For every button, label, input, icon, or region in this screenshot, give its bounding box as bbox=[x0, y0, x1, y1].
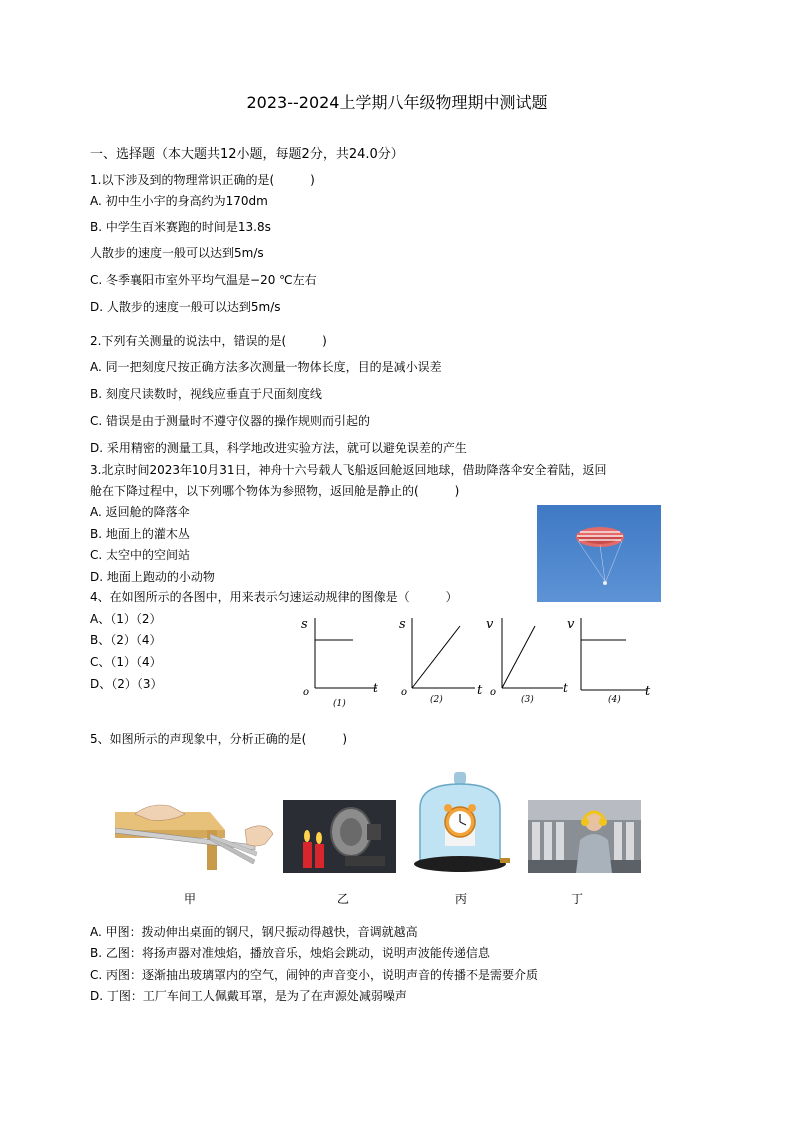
q5-option-d: D. 丁图：工厂车间工人佩戴耳罩，是为了在声源处减弱噪声 bbox=[90, 989, 407, 1003]
q1-stem: 1.以下涉及到的物理常识正确的是( ) bbox=[90, 173, 315, 187]
figure-label-yi: 乙 bbox=[337, 892, 350, 906]
q4-option-a: A、（1）（2） bbox=[90, 612, 162, 626]
page-title: 2023--2024上学期八年级物理期中测试题 bbox=[246, 93, 548, 112]
graph-2-origin: o bbox=[401, 687, 408, 698]
factory-worker-image bbox=[528, 800, 641, 873]
graph-3 bbox=[486, 617, 568, 705]
q5-option-a: A. 甲图：拨动伸出桌面的钢尺，钢尺振动得越快，音调就越高 bbox=[90, 925, 418, 939]
ruler-image bbox=[115, 800, 275, 870]
speaker-candle-image bbox=[283, 800, 396, 873]
q1-extra-line: 人散步的速度一般可以达到5m/s bbox=[90, 246, 264, 260]
graph-3-caption: (3) bbox=[521, 695, 534, 705]
q1-option-a: A. 初中生小宇的身高约为170dm bbox=[90, 194, 268, 208]
graph-3-origin: o bbox=[490, 687, 497, 698]
q1-option-b: B. 中学生百米赛跑的时间是13.8s bbox=[90, 220, 271, 234]
graph-1-origin: o bbox=[303, 687, 310, 698]
graph-1 bbox=[301, 617, 378, 709]
figure-label-jia: 甲 bbox=[184, 892, 197, 906]
q2-option-d: D. 采用精密的测量工具，科学地改进实验方法，就可以避免误差的产生 bbox=[90, 441, 467, 455]
q2-option-a: A. 同一把刻度尺按正确方法多次测量一物体长度，目的是减小误差 bbox=[90, 360, 442, 374]
graph-3-xlabel: t bbox=[563, 681, 568, 695]
q2-stem: 2.下列有关测量的说法中，错误的是( ) bbox=[90, 334, 327, 348]
q1-option-c: C. 冬季襄阳市室外平均气温是−20 ℃左右 bbox=[90, 273, 317, 287]
graph-2-xlabel: t bbox=[477, 683, 483, 698]
section-heading: 一、选择题（本大题共12小题，每题2分，共24.0分） bbox=[90, 147, 404, 162]
graph-2-ylabel: s bbox=[399, 617, 406, 632]
q4-stem: 4、在如图所示的各图中，用来表示匀速运动规律的图像是（ ） bbox=[90, 590, 458, 604]
q2-option-b: B. 刻度尺读数时，视线应垂直于尺面刻度线 bbox=[90, 387, 322, 401]
q3-stem-line1: 3.北京时间2023年10月31日，神舟十六号载人飞船返回舱返回地球，借助降落伞安全着陆，返回 bbox=[90, 463, 607, 477]
q5-option-b: B. 乙图：将扬声器对准烛焰，播放音乐，烛焰会跳动，说明声波能传递信息 bbox=[90, 946, 490, 960]
q5-option-c: C. 丙图：逐渐抽出玻璃罩内的空气，闹钟的声音变小，说明声音的传播不是需要介质 bbox=[90, 968, 539, 982]
graph-4-caption: (4) bbox=[608, 695, 621, 705]
bell-jar-clock-image bbox=[410, 770, 510, 875]
graph-1-ylabel: s bbox=[301, 617, 308, 632]
figure-label-bing: 丙 bbox=[455, 892, 468, 906]
graph-4-ylabel: v bbox=[567, 617, 575, 632]
q4-option-c: C、（1）（4） bbox=[90, 655, 162, 669]
q4-option-d: D、（2）（3） bbox=[90, 677, 163, 691]
q3-option-d: D. 地面上跑动的小动物 bbox=[90, 570, 215, 584]
motion-graphs bbox=[295, 610, 675, 715]
graph-2 bbox=[399, 617, 483, 705]
q5-stem: 5、如图所示的声现象中，分析正确的是( ) bbox=[90, 732, 347, 746]
q3-stem-line2: 舱在下降过程中，以下列哪个物体为参照物，返回舱是静止的( ) bbox=[90, 484, 460, 498]
graph-2-caption: (2) bbox=[430, 695, 443, 705]
q3-option-a: A. 返回舱的降落伞 bbox=[90, 505, 190, 519]
q3-option-b: B. 地面上的灌木丛 bbox=[90, 527, 190, 541]
graph-1-caption: (1) bbox=[333, 699, 346, 709]
q1-option-d: D. 人散步的速度一般可以达到5m/s bbox=[90, 300, 281, 314]
q2-option-c: C. 错误是由于测量时不遵守仪器的操作规则而引起的 bbox=[90, 414, 371, 428]
q3-option-c: C. 太空中的空间站 bbox=[90, 548, 191, 562]
q4-option-b: B、（2）（4） bbox=[90, 633, 162, 647]
figure-label-ding: 丁 bbox=[571, 892, 584, 906]
graph-4-xlabel: t bbox=[645, 684, 651, 699]
graph-3-ylabel: v bbox=[486, 617, 494, 632]
graph-1-xlabel: t bbox=[373, 681, 378, 695]
graph-4 bbox=[567, 617, 651, 705]
parachute-photo bbox=[537, 505, 661, 602]
